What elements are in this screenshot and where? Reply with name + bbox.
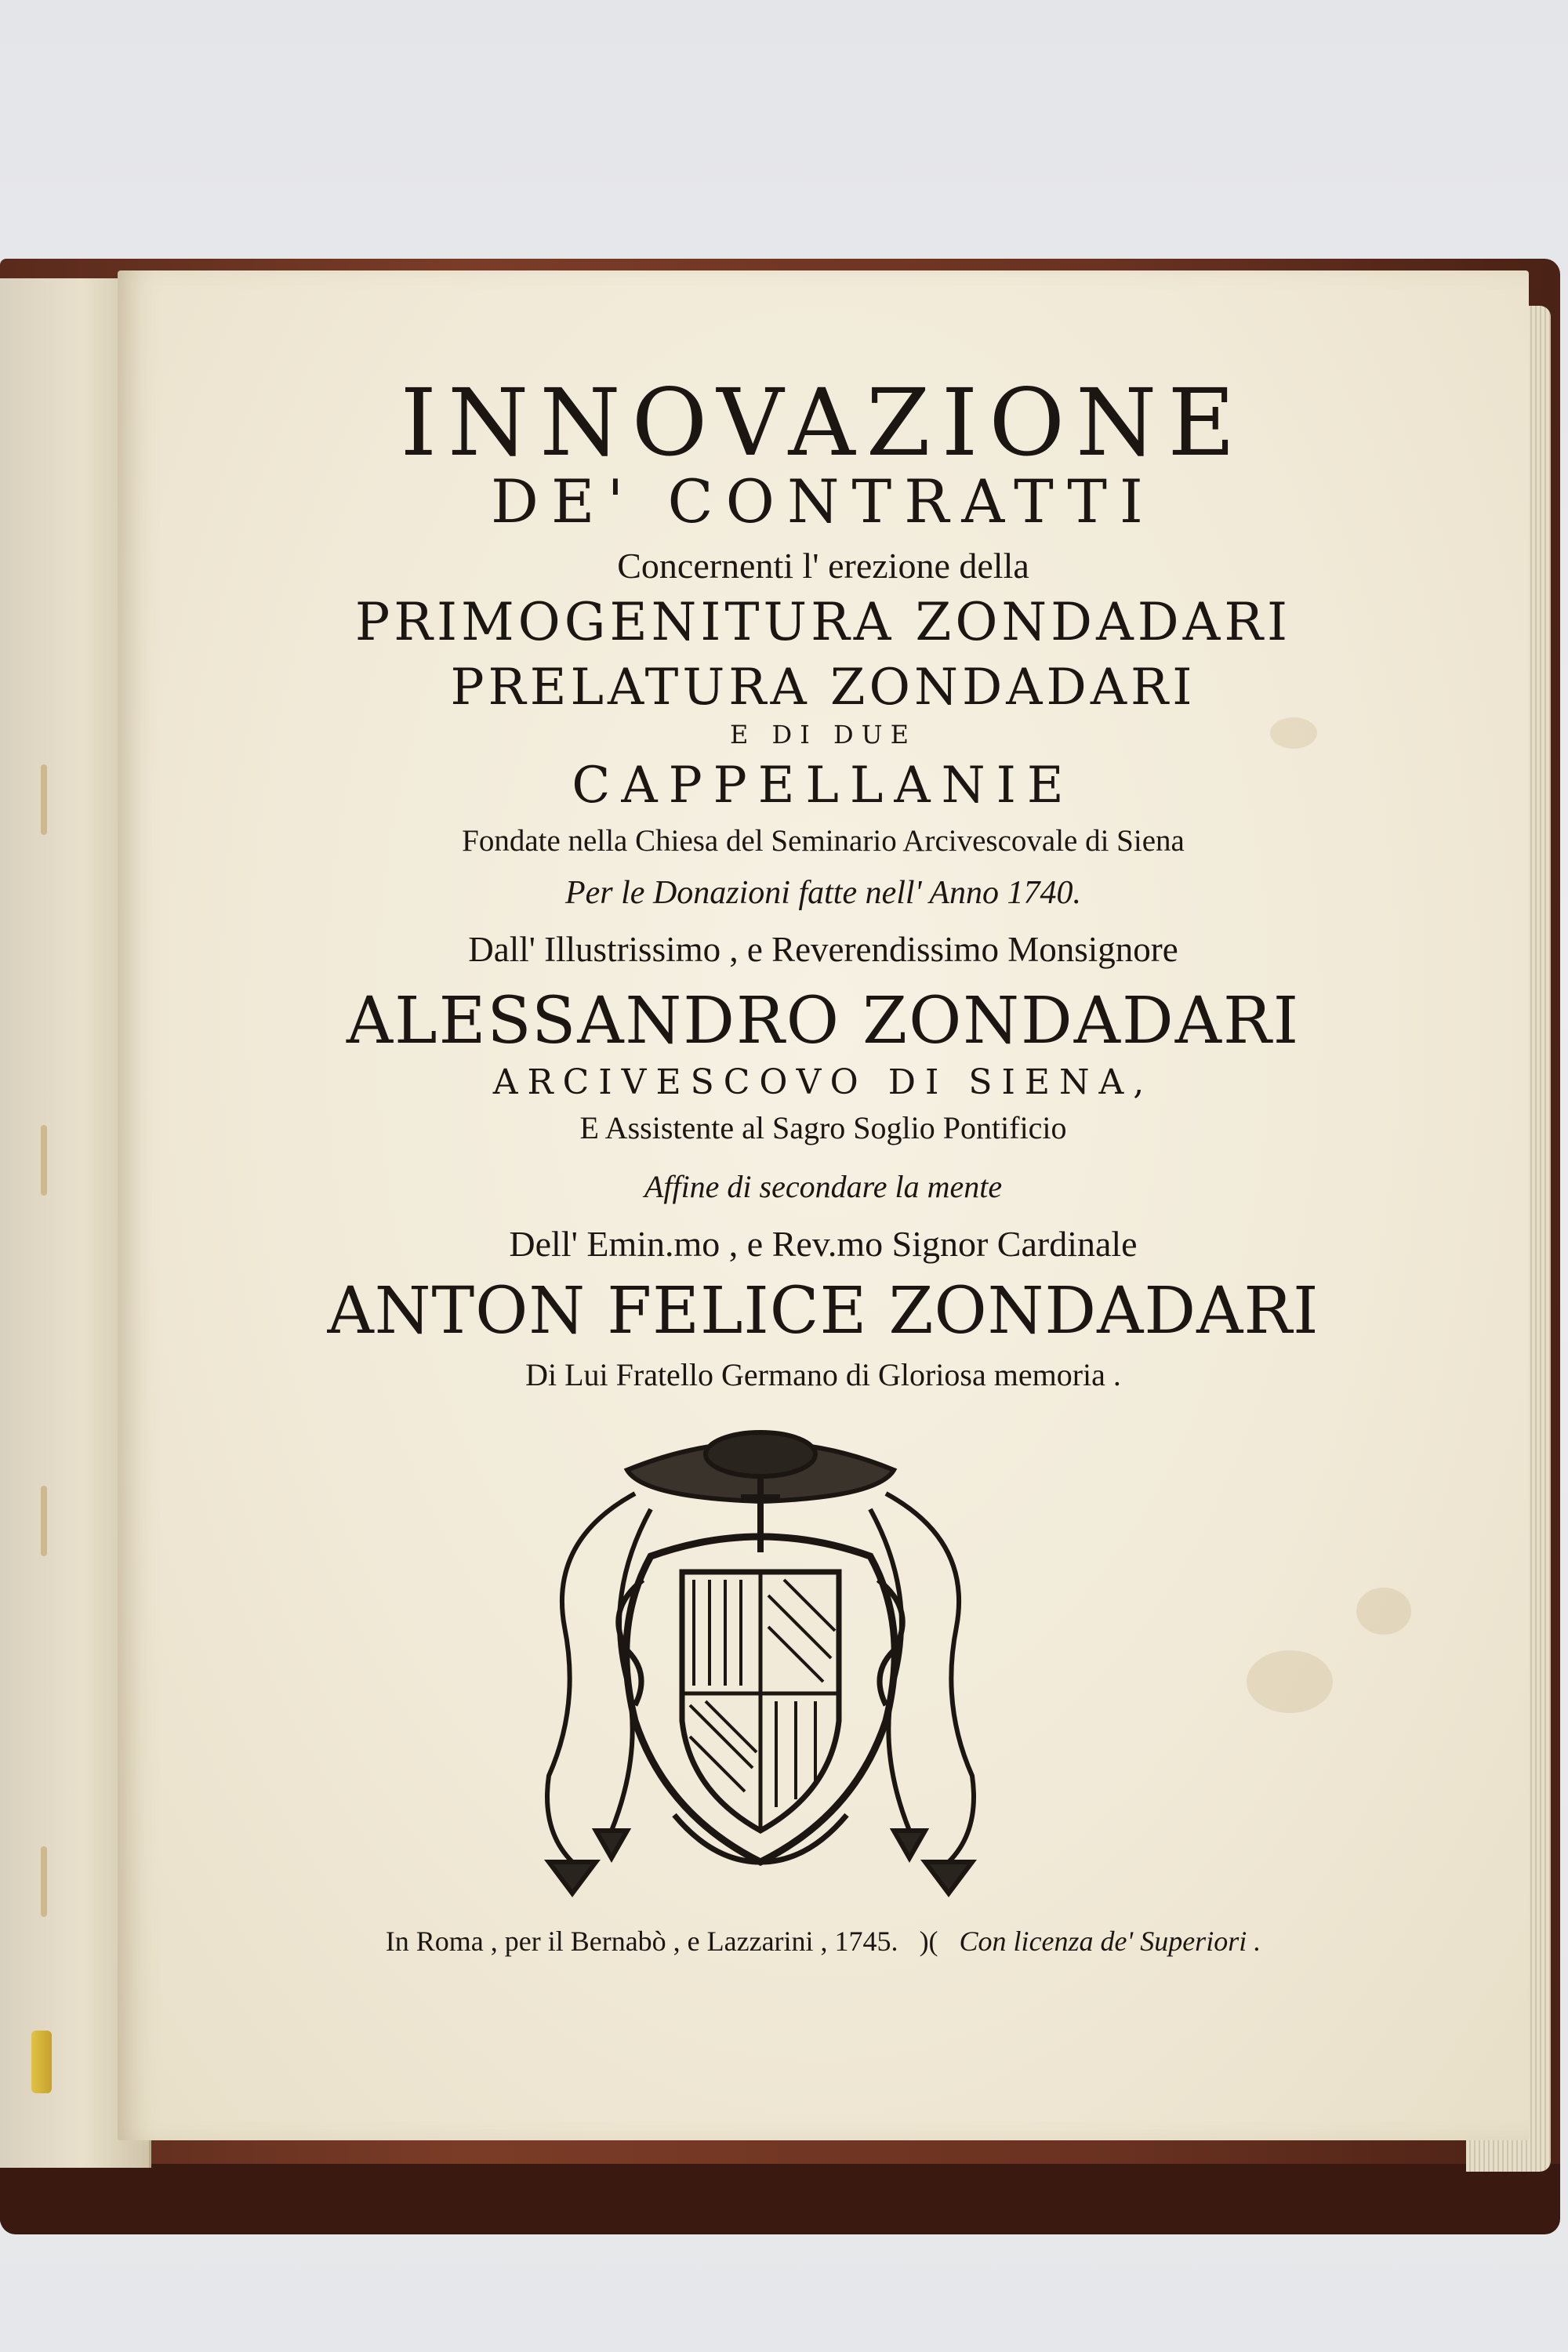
title-line-e-di-due: E DI DUE: [730, 720, 916, 750]
binding-stitch: [41, 1125, 47, 1196]
title-line-donazioni: Per le Donazioni fatte nell' Anno 1740.: [565, 875, 1081, 911]
imprint-license: Con licenza de' Superiori .: [959, 1926, 1261, 1957]
title-line-innovazione: INNOVAZIONE: [400, 368, 1247, 477]
title-line-anton-felice-zondadari: ANTON FELICE ZONDADARI: [327, 1274, 1319, 1348]
title-line-cappellanie: CAPPELLANIE: [572, 757, 1075, 815]
imprint-place-publisher: In Roma , per il Bernabò , e Lazzarini , 1745.: [385, 1926, 898, 1957]
title-line-cardinale: Dell' Emin.mo , e Rev.mo Signor Cardinale: [509, 1224, 1138, 1264]
title-line-alessandro-zondadari: ALESSANDRO ZONDADARI: [346, 984, 1301, 1058]
foxing-stain: [1247, 1650, 1333, 1713]
title-line-primogenitura: PRIMOGENITURA ZONDADARI: [354, 592, 1292, 652]
title-line-fratello: Di Lui Fratello Germano di Gloriosa memoria .: [525, 1357, 1121, 1392]
book-cover-bottom-edge: [0, 2164, 1560, 2234]
title-line-prelatura: PRELATURA ZONDADARI: [450, 659, 1196, 717]
title-line-fondate: Fondate nella Chiesa del Seminario Arcivescovale di Siena: [462, 824, 1185, 858]
imprint-line: [118, 1925, 1529, 1958]
foxing-stain: [1356, 1588, 1411, 1635]
binding-stitch: [41, 764, 47, 835]
imprint-separator: )(: [919, 1926, 938, 1957]
title-line-affine: Affine di secondare la mente: [644, 1169, 1003, 1204]
yellow-bookmark-thread: [31, 2031, 52, 2093]
title-line-illustrissimo: Dall' Illustrissimo , e Reverendissimo Monsignore: [468, 930, 1178, 969]
title-line-concernenti: Concernenti l' erezione della: [617, 546, 1029, 586]
title-line-assistente: E Assistente al Sagro Soglio Pontificio: [579, 1110, 1067, 1145]
binding-stitch: [41, 1486, 47, 1556]
title-line-arcivescovo: ARCIVESCOVO DI SIENA,: [492, 1062, 1154, 1102]
binding-stitch: [41, 1846, 47, 1917]
coat-of-arms-icon: [517, 1423, 1004, 1909]
title-line-de-contratti: DE' CONTRATTI: [491, 466, 1156, 536]
